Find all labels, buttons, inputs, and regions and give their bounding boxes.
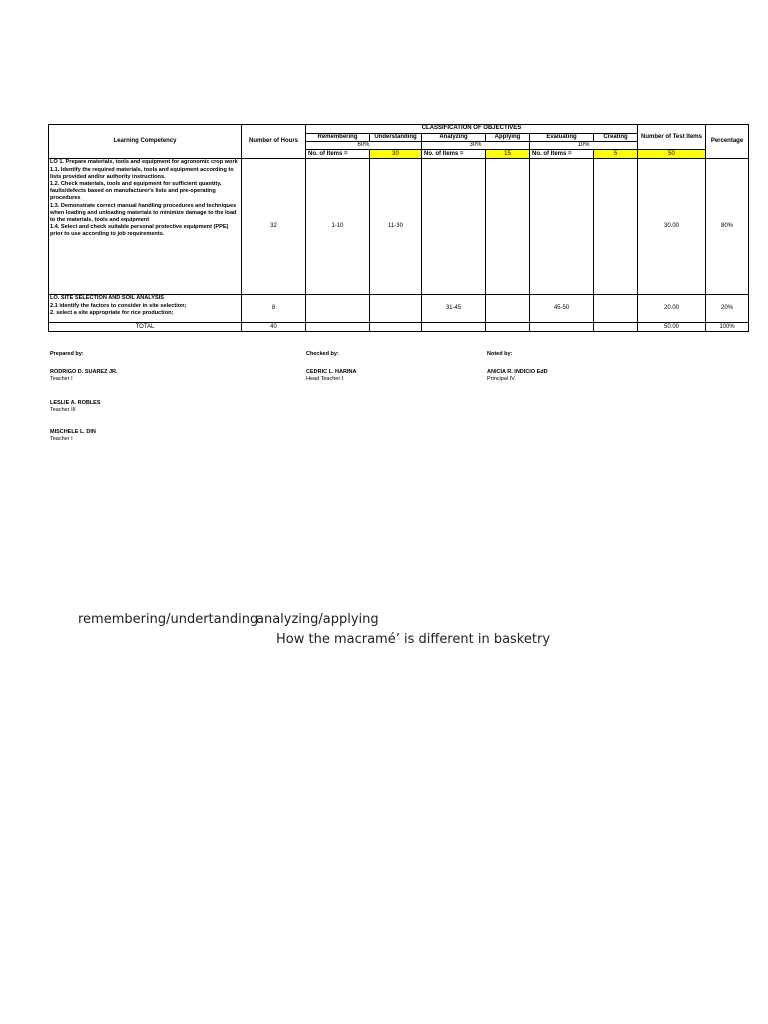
total-test-items: 50.00: [638, 323, 706, 332]
understanding-cell: [370, 295, 422, 323]
note-remembering-understanding: remembering/undertanding: [78, 612, 259, 627]
no-of-items-label: No. of Items =: [306, 150, 370, 159]
signatory-title: Teacher I: [50, 436, 73, 442]
signatory-title: Teacher III: [50, 407, 76, 413]
no-of-items-label: No. of Items =: [530, 150, 594, 159]
checked-by-label: Checked by:: [306, 351, 339, 357]
total-items-value: 50: [638, 150, 706, 159]
no-of-items-value: 30: [370, 150, 422, 159]
signatory: [487, 369, 548, 383]
header-applying: Applying: [486, 134, 530, 142]
analyzing-cell: 31-45: [422, 295, 486, 323]
header-understanding: Understanding: [370, 134, 422, 142]
signatory-name: LESLIE A. ROBLES: [50, 400, 101, 406]
evaluating-cell: 45-50: [530, 295, 594, 323]
prepared-by-label: Prepared by:: [50, 351, 84, 357]
signatory-name: RODRIGO D. SUAREZ JR.: [50, 369, 118, 375]
header-creating: Creating: [594, 134, 638, 142]
header-classification: CLASSIFICATION OF OBJECTIVES: [306, 125, 638, 134]
header-percentage: Percentage: [706, 125, 749, 159]
signatory: [306, 369, 356, 383]
applying-cell: [486, 159, 530, 295]
header-analyzing: Analyzing: [422, 134, 486, 142]
noted-by-label: Noted by:: [487, 351, 513, 357]
header-remembering: Remembering: [306, 134, 370, 142]
remembering-cell: 1-10: [306, 159, 370, 295]
hours-cell: 32: [242, 159, 306, 295]
analyzing-cell: [422, 159, 486, 295]
test-items-cell: 20.00: [638, 295, 706, 323]
creating-cell: [594, 295, 638, 323]
table-of-specifications: [48, 124, 749, 332]
header-number-of-hours: Number of Hours: [242, 125, 306, 159]
signatory-title: Principal IV: [487, 376, 515, 382]
header-learning-competency: Learning Competency: [49, 125, 242, 159]
no-of-items-value: 15: [486, 150, 530, 159]
competency-cell: LO 1. Prepare materials, tools and equipment for agronomic crop work 1.1. Identify the required materials, tools and equipment according to lists provided and/or authority instructions. 1.2. Check materials, tools and equipment for sufficient quantity, faults/defects based on manufacturer's lists and pre-operating procedures 1.3. Demonstrate correct manual handling procedures and techniques when loading and unloading materials to minimize damage to the load to the materials, tools and equipment 1.4. Select and check suitable personal protective equipment (PPE) prior to use according to job requirements.: [49, 159, 242, 295]
table-row: [49, 159, 749, 295]
signatory-name: MISCHELE L. DIN: [50, 429, 96, 435]
signatory-name: ANICIA R. INDICIO EdD: [487, 369, 548, 375]
header-evaluating: Evaluating: [530, 134, 594, 142]
no-of-items-value: 5: [594, 150, 638, 159]
total-row: [49, 323, 749, 332]
total-percentage: 100%: [706, 323, 749, 332]
creating-cell: [594, 159, 638, 295]
test-items-cell: 30.00: [638, 159, 706, 295]
no-of-items-label: No. of Items =: [422, 150, 486, 159]
note-macrame: How the macramé’ is different in basketry: [276, 632, 551, 647]
understanding-cell: 11-30: [370, 159, 422, 295]
note-analyzing-applying: analyzing/applying: [256, 612, 379, 627]
group-percent-remember-understand: 60%: [306, 142, 422, 150]
table-row: [49, 295, 749, 323]
signatory: [50, 369, 118, 383]
percentage-cell: 80%: [706, 159, 749, 295]
signatory: [50, 400, 101, 414]
total-label: TOTAL: [49, 323, 242, 332]
percentage-cell: 20%: [706, 295, 749, 323]
group-percent-analyze-apply: 30%: [422, 142, 530, 150]
header-number-of-test-items: Number of Test Items: [638, 125, 706, 150]
remembering-cell: [306, 295, 370, 323]
competency-cell: LO. SITE SELECTION AND SOIL ANALYSIS 2.1 identify the factors to consider in site selection; 2. select a site appropriate for rice production;: [49, 295, 242, 323]
hours-cell: 8: [242, 295, 306, 323]
signatory: [50, 429, 96, 443]
signatory-title: Teacher I: [50, 376, 73, 382]
evaluating-cell: [530, 159, 594, 295]
total-hours: 40: [242, 323, 306, 332]
applying-cell: [486, 295, 530, 323]
signatory-name: CEDRIC L. HARINA: [306, 369, 357, 375]
signatory-title: Head Teacher I: [306, 376, 344, 382]
group-percent-evaluate-create: 10%: [530, 142, 638, 150]
